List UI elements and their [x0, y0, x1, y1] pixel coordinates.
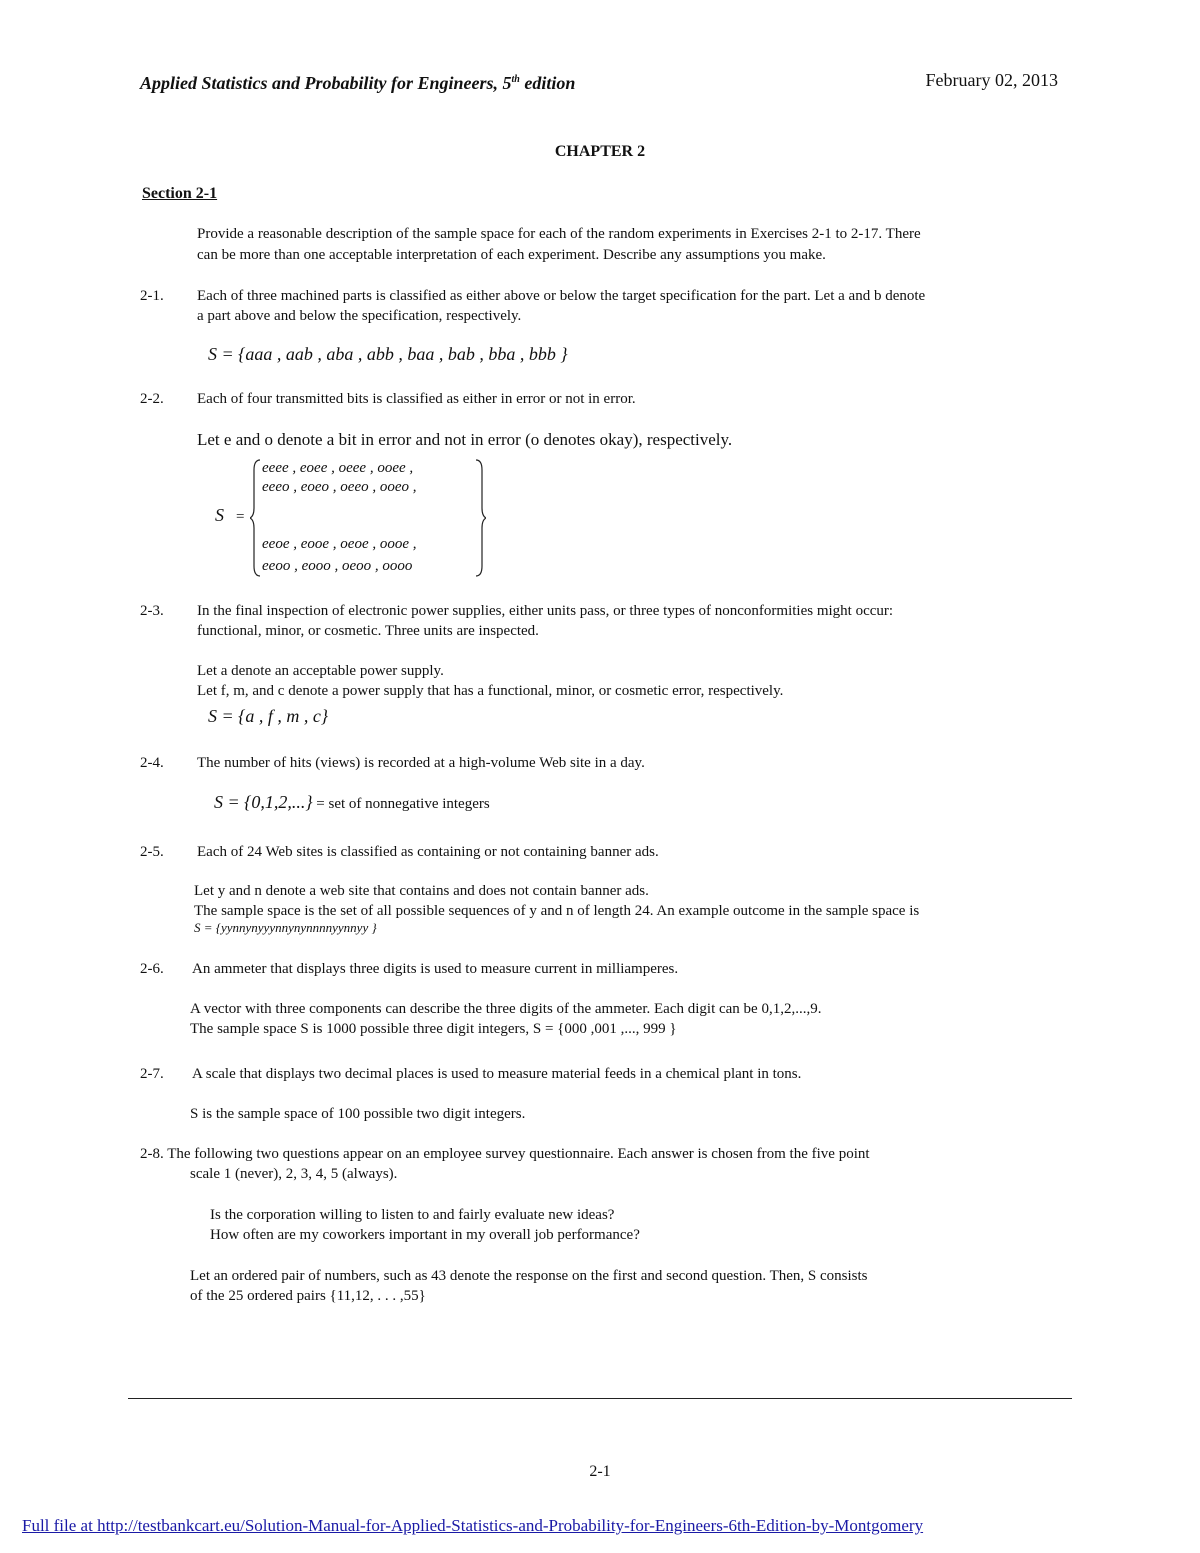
exercise-text: a part above and below the specification, respectively. [197, 308, 522, 324]
matrix-row: eeeo , eoeo , oeeo , ooeo , [262, 479, 417, 495]
matrix-row: eeee , eoee , oeee , ooee , [262, 460, 414, 476]
exercise-text: Each of four transmitted bits is classified as either in error or not in error. [197, 391, 636, 407]
sample-space-symbol: S [215, 505, 224, 525]
exercise-note: Let an ordered pair of numbers, such as 43 denote the response on the first and second question. Then, S consists [190, 1268, 868, 1284]
survey-question: How often are my coworkers important in my overall job performance? [210, 1227, 640, 1243]
exercise-note: Let y and n denote a web site that contains and does not contain banner ads. [194, 883, 649, 899]
header-title-end: edition [519, 73, 576, 93]
exercise-note: Let f, m, and c denote a power supply that has a functional, minor, or cosmetic error, respectively. [197, 683, 784, 699]
chapter-title: CHAPTER 2 [554, 143, 646, 160]
exercise-number: 2-3. [140, 603, 164, 619]
exercise-text: scale 1 (never), 2, 3, 4, 5 (always). [190, 1166, 398, 1182]
intro-line-2: can be more than one acceptable interpretation of each experiment. Describe any assumptions you make. [197, 247, 826, 263]
exercise-note: The sample space is the set of all possible sequences of y and n of length 24. An example outcome in the sample space is [194, 903, 920, 919]
footer-link[interactable]: Full file at http://testbankcart.eu/Solution-Manual-for-Applied-Statistics-and-Probability-for-Engineers-6th-Edition-by-Montgomery [22, 1516, 924, 1535]
header-title [140, 70, 575, 93]
sample-space-formula: S = {a , f , m , c} [208, 706, 329, 726]
exercise-text: Each of three machined parts is classified as either above or below the target specification for the part. Let a and b denote [197, 288, 926, 304]
left-brace-icon [250, 458, 262, 578]
exercise-note: A vector with three components can describe the three digits of the ammeter. Each digit can be 0,1,2,...,9. [190, 1001, 822, 1017]
exercise-note: of the 25 ordered pairs {11,12, . . . ,55} [190, 1288, 426, 1304]
exercise-number: 2-2. [140, 391, 164, 407]
matrix-row: eeoe , eooe , oeoe , oooe , [262, 536, 417, 552]
exercise-text: The number of hits (views) is recorded at a high-volume Web site in a day. [197, 755, 645, 771]
exercise-note: S is the sample space of 100 possible two digit integers. [190, 1106, 526, 1122]
exercise-number: 2-4. [140, 755, 164, 771]
sample-space-formula: S = {yynnynyyynnynynnnnyynnyy } [194, 920, 377, 935]
exercise-text: 2-8. The following two questions appear on an employee survey questionnaire. Each answer is chosen from the five point [140, 1146, 870, 1162]
section-title: Section 2-1 [142, 185, 218, 202]
exercise-text: functional, minor, or cosmetic. Three units are inspected. [197, 623, 539, 639]
exercise-note: Let a denote an acceptable power supply. [197, 663, 444, 679]
header-title-text: Applied Statistics and Probability for Engineers, 5 [140, 73, 512, 93]
page-number: 2-1 [589, 1463, 611, 1480]
exercise-note: Let e and o denote a bit in error and not in error (o denotes okay), respectively. [197, 430, 733, 449]
exercise-text: A scale that displays two decimal places is used to measure material feeds in a chemical plant in tons. [192, 1066, 802, 1082]
exercise-text: Each of 24 Web sites is classified as containing or not containing banner ads. [197, 844, 659, 860]
exercise-number: 2-1. [140, 288, 164, 304]
sample-space-formula [214, 792, 490, 814]
header-date: February 02, 2013 [925, 70, 1058, 90]
exercise-number: 2-7. [140, 1066, 164, 1082]
survey-question: Is the corporation willing to listen to and fairly evaluate new ideas? [210, 1207, 615, 1223]
header-title-sup: th [511, 74, 520, 85]
exercise-text: An ammeter that displays three digits is used to measure current in milliamperes. [192, 961, 679, 977]
exercise-note: The sample space S is 1000 possible three digit integers, S = {000 ,001 ,..., 999 } [190, 1021, 677, 1037]
matrix-row: eeoo , eooo , oeoo , oooo [262, 558, 413, 574]
exercise-number: 2-6. [140, 961, 164, 977]
formula-math: S = {0,1,2,...} [214, 792, 313, 812]
exercise-number: 2-5. [140, 844, 164, 860]
footer-divider [128, 1398, 1072, 1399]
sample-space-formula: S = {aaa , aab , aba , abb , baa , bab , bba , bbb } [208, 344, 568, 364]
brace-left-icon: = [236, 509, 245, 525]
intro-line-1: Provide a reasonable description of the sample space for each of the random experiments in Exercises 2-1 to 2-17. There [197, 226, 921, 242]
exercise-text: In the final inspection of electronic power supplies, either units pass, or three types of nonconformities might occur: [197, 603, 894, 619]
right-brace-icon [474, 458, 486, 578]
formula-note: = set of nonnegative integers [316, 796, 490, 812]
